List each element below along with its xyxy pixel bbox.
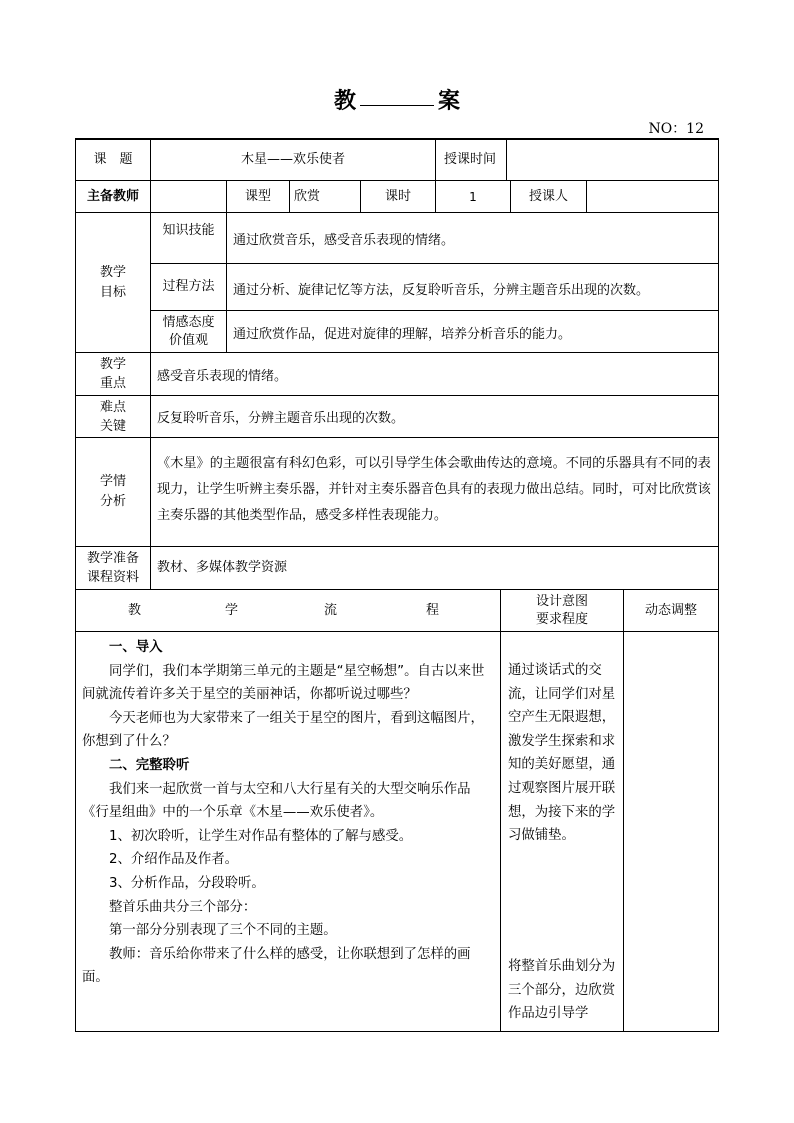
key-points-label-line2: 重点	[99, 376, 126, 391]
type-label	[227, 181, 289, 212]
period-label-text: 课时	[384, 188, 411, 204]
type-label-text: 课型	[244, 188, 271, 204]
col-divider	[435, 138, 436, 180]
goals-label-line1: 教学	[99, 264, 126, 280]
col-divider	[226, 212, 227, 352]
analysis-label	[76, 438, 150, 546]
goal-knowledge-text	[233, 213, 713, 269]
table-border-right	[718, 138, 719, 1032]
document-number: NO：12	[648, 121, 704, 137]
analysis-label-line2: 分析	[99, 494, 126, 509]
period-value	[436, 181, 510, 212]
col-divider	[150, 180, 151, 212]
table-border-bottom	[75, 1031, 719, 1032]
analysis-text-span: 《木星》的主题很富有科幻色彩，可以引导学生体会歌曲传达的意境。不同的乐器具有不同的表现力，让学生听辨主奏乐器，并针对主奏乐器音色具有的表现力做出总结。同时，可对比欣赏该主奏乐器的其他类型作品，感受多样性表现能力。	[157, 456, 711, 523]
design-note-1-text: 通过谈话式的交流，让同学们对星空产生无限遐想，激发学生探索和求知的美好愿望，通过观察图片展开联想，为接下来的学习做铺垫。	[508, 663, 616, 844]
goal-attitude-label-line2: 价值观	[168, 332, 208, 348]
goal-attitude-label	[151, 311, 226, 352]
dynamic-adjust-header	[624, 590, 718, 631]
goals-label-line2: 目标	[99, 284, 126, 300]
goal-process-label-text: 过程方法	[162, 279, 215, 294]
title-char-1: 教	[333, 88, 356, 114]
process-step: 2、介绍作品及作者。	[109, 852, 239, 868]
title-underline	[360, 104, 434, 106]
key-points-text-span: 感受音乐表现的情绪。	[157, 369, 288, 384]
process-step: 教师：音乐给你带来了什么样的感受，让你联想到了怎样的画面。	[82, 946, 471, 986]
key-points-label-line1: 教学	[99, 357, 126, 372]
difficulties-label	[76, 396, 150, 437]
process-header-char4: 程	[426, 602, 440, 618]
period-value-text: 1	[469, 189, 477, 204]
design-note-2-text: 将整首乐曲划分为三个部分，边欣赏作品边引导学	[508, 959, 616, 1022]
analysis-label-line1: 学情	[99, 474, 126, 489]
col-divider	[506, 138, 507, 180]
goal-process-label	[151, 264, 226, 310]
type-value-text: 欣赏	[294, 188, 321, 204]
col-divider	[150, 352, 151, 589]
analysis-text	[157, 442, 713, 538]
prep-text-span: 教材、多媒体教学资源	[157, 560, 288, 575]
difficulties-label-line1: 难点	[99, 399, 126, 415]
goal-attitude-label-line1: 情感态度	[162, 314, 215, 330]
dynamic-adjust-text: 动态调整	[644, 602, 697, 618]
key-points-text	[157, 353, 712, 401]
process-header-char2: 学	[225, 602, 239, 618]
process-header	[76, 590, 500, 631]
class-time-label	[444, 140, 506, 180]
process-header-char1: 教	[128, 602, 142, 618]
prep-label	[76, 547, 150, 589]
title-char-2: 案	[438, 88, 461, 114]
goal-process-text	[233, 268, 713, 314]
difficulties-label-line2: 关键	[99, 418, 126, 434]
process-paragraph: 我们来一起欣赏一首与太空和八大行星有关的大型交响乐作品《行星组曲》中的一个乐章《木星——欢乐使者》。	[82, 781, 471, 821]
design-intent-line1: 设计意图	[535, 593, 588, 609]
goals-label	[76, 213, 150, 352]
difficulties-text-span: 反复聆听音乐，分辨主题音乐出现的次数。	[157, 411, 405, 426]
teaching-process-content	[82, 636, 496, 990]
goal-attitude-text-span: 通过欣赏作品，促进对旋律的理解，培养分析音乐的能力。	[233, 327, 572, 342]
col-divider	[500, 589, 501, 1031]
goal-process-text-span: 通过分析、旋律记忆等方法，反复聆听音乐，分辨主题音乐出现的次数。	[233, 283, 650, 298]
col-divider	[289, 180, 290, 212]
lecturer-label	[511, 181, 586, 212]
process-header-char3: 流	[324, 602, 338, 618]
prep-label-line2: 课程资料	[86, 570, 139, 585]
period-label	[361, 181, 435, 212]
lesson-label	[76, 140, 150, 180]
col-divider	[623, 589, 624, 1031]
section-heading-intro: 一、导入	[109, 640, 163, 655]
prep-label-line1: 教学准备	[86, 551, 139, 566]
process-step: 第一部分分别表现了三个不同的主题。	[109, 923, 337, 939]
design-note-2	[508, 955, 620, 1026]
process-paragraph: 今天老师也为大家带来了一组关于星空的图片，看到这幅图片，你想到了什么？	[82, 710, 484, 750]
lecturer-label-text: 授课人	[528, 188, 568, 204]
key-points-label	[76, 353, 150, 395]
prep-text	[157, 547, 712, 589]
goal-knowledge-text-span: 通过欣赏音乐，感受音乐表现的情绪。	[233, 233, 455, 248]
goal-knowledge-label-text: 知识技能	[162, 223, 215, 238]
design-note-1	[508, 659, 620, 848]
lesson-title	[151, 140, 435, 180]
page-title	[0, 84, 794, 115]
process-step: 1、初次聆听，让学生对作品有整体的了解与感受。	[109, 828, 413, 844]
lesson-label-text: 课 题	[93, 152, 133, 167]
teacher-label	[76, 181, 150, 212]
col-divider	[586, 180, 587, 212]
class-time-label-text: 授课时间	[444, 152, 497, 167]
design-intent-header	[501, 590, 623, 631]
goal-knowledge-label	[151, 213, 226, 263]
teacher-label-text: 主备教师	[86, 188, 139, 204]
process-paragraph: 同学们，我们本学期第三单元的主题是“星空畅想”。自古以来世间就流传着许多关于星空的美丽神话，你都听说过哪些？	[82, 663, 485, 703]
design-intent-line2: 要求程度	[535, 611, 588, 627]
difficulties-text	[157, 396, 712, 442]
process-step: 整首乐曲共分三个部分：	[109, 899, 257, 915]
type-value	[294, 181, 354, 212]
lesson-title-text: 木星——欢乐使者	[240, 152, 345, 167]
goal-attitude-text	[233, 314, 713, 356]
class-time-value	[512, 140, 712, 180]
section-heading-listen: 二、完整聆听	[109, 757, 190, 773]
process-step: 3、分析作品，分段聆听。	[109, 875, 265, 891]
